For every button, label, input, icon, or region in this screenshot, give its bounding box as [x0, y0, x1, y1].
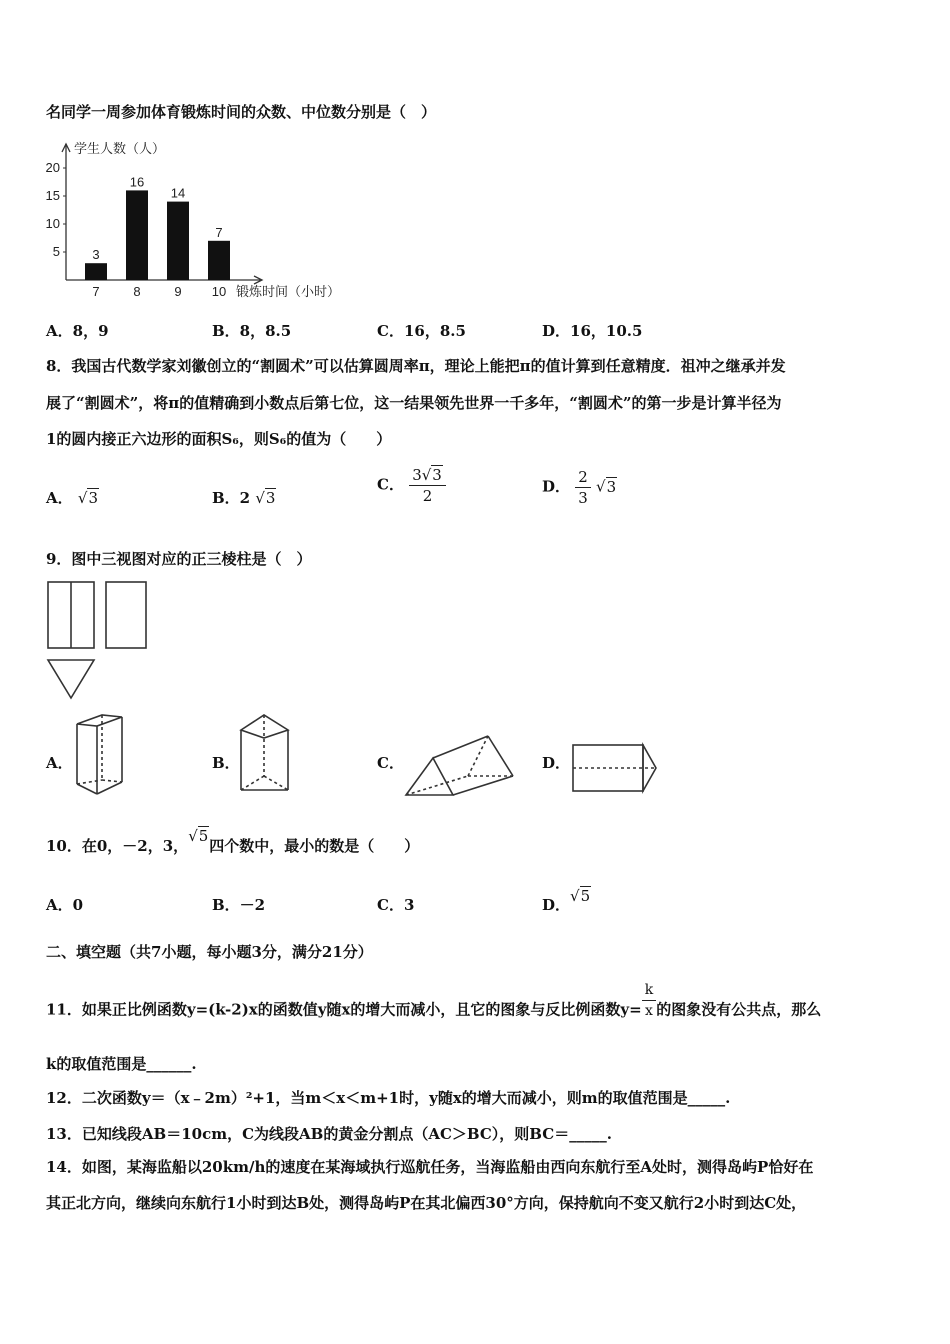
bar-10	[208, 241, 230, 280]
q8-line-1: 8．我国古代数学家刘徽创立的“割圆术”可以估算圆周率π，理论上能把π的值计算到任意精度．祖冲之继承并发	[46, 357, 786, 375]
x-tick-label-9: 9	[174, 284, 182, 299]
x-tick-label-8: 8	[133, 284, 141, 299]
q10-stem-sqrt: √5	[188, 827, 209, 845]
x-axis-label: 锻炼时间（小时）	[236, 284, 341, 299]
q9-three-view-drawing	[44, 578, 154, 704]
q7-stem: 名同学一周参加体育锻炼时间的众数、中位数分别是（ ）	[46, 103, 437, 121]
q8-option-a[interactable]: A． √3	[46, 489, 98, 507]
bar-8	[126, 190, 148, 280]
q9-option-d[interactable]: D．	[542, 754, 571, 772]
q13-text: 13．已知线段AB＝10cm，C为线段AB的黄金分割点（AC＞BC），则BC＝_____.	[46, 1125, 612, 1143]
q11-line-1: 11．如果正比例函数y=(k-2)x的函数值y随x的增大而减小，且它的图象与反比例函数y= $\frac{k}{x}$ 的图象没有公共点，那么	[46, 982, 822, 1019]
data-label-7: 3	[92, 247, 100, 263]
data-label-8: 16	[129, 174, 145, 190]
q7-option-c[interactable]: C．16，8.5	[377, 322, 466, 340]
bar-7	[85, 263, 107, 280]
q8-option-c-fraction: $\frac{3√3}{2}$	[409, 465, 446, 506]
q10-option-d[interactable]: D．√5	[542, 887, 591, 914]
q9-option-b[interactable]: B．	[212, 754, 240, 772]
q9-option-a[interactable]: A．	[46, 754, 73, 772]
q9-option-c[interactable]: C．	[377, 754, 404, 772]
x-tick-label-7: 7	[92, 284, 100, 299]
y-tick-label: 10	[45, 216, 60, 231]
q9-option-c-prism	[403, 733, 518, 797]
q10-option-d-sqrt: √5	[570, 887, 591, 905]
q11-fraction: $\frac{k}{x}$	[642, 980, 656, 1021]
data-label-9: 14	[170, 185, 186, 201]
q7-option-d[interactable]: D．16，10.5	[542, 322, 643, 340]
q7-option-a[interactable]: A．8，9	[46, 322, 109, 340]
q10-option-b[interactable]: B．－2	[212, 896, 266, 914]
q8-option-d[interactable]: D． $\frac{2}{3}$ √3	[542, 468, 617, 507]
q8-option-d-fraction: $\frac{2}{3}$	[575, 467, 591, 508]
bar-9	[167, 202, 189, 280]
y-tick-label: 15	[45, 188, 60, 203]
q10-stem: 10．在0，－2，3，√5四个数中，最小的数是（ ）	[46, 827, 420, 855]
q9-stem: 9．图中三视图对应的正三棱柱是（ ）	[46, 550, 312, 568]
q7-option-b[interactable]: B．8，8.5	[212, 322, 292, 340]
q14-line-1: 14．如图，某海监船以20km/h的速度在某海域执行巡航任务，当海监船由西向东航行至A处时，测得岛屿P恰好在	[46, 1158, 814, 1176]
y-tick-label: 20	[45, 160, 60, 175]
q8-line-2: 展了“割圆术”，将π的值精确到小数点后第七位，这一结果领先世界一千多年，“割圆术”的第一步是计算半径为	[46, 394, 782, 412]
section-2-heading: 二、填空题（共7小题，每小题3分，满分21分）	[46, 943, 373, 961]
q8-option-b-math: √3	[255, 489, 276, 507]
q8-option-a-math: √3	[77, 489, 98, 507]
y-axis-label: 学生人数（人）	[74, 141, 166, 156]
q8-option-b[interactable]: B．2 √3	[212, 489, 276, 507]
q11-line-2: k的取值范围是______.	[46, 1055, 197, 1073]
q14-line-2: 其正北方向，继续向东航行1小时到达B处，测得岛屿P在其北偏西30°方向，保持航向不变又航行2小时到达C处，	[46, 1194, 807, 1212]
data-label-10: 7	[215, 224, 223, 240]
q9-option-b-prism	[238, 712, 298, 800]
q10-option-a[interactable]: A．0	[46, 896, 84, 914]
q9-option-a-prism	[72, 712, 132, 800]
q9-option-d-prism	[570, 742, 660, 794]
bar-chart	[40, 138, 370, 308]
q8-line-3: 1的圆内接正六边形的面积S₆，则S₆的值为（ ）	[46, 430, 392, 448]
x-tick-label-10: 10	[211, 284, 227, 299]
y-tick-label: 5	[52, 244, 60, 259]
q10-option-c[interactable]: C．3	[377, 896, 415, 914]
q8-option-c[interactable]: C． $\frac{3√3}{2}$	[377, 465, 446, 506]
q12-text: 12．二次函数y＝（x﹣2m）²+1，当m＜x＜m+1时，y随x的增大而减小，则m的取值范围是_____.	[46, 1089, 731, 1107]
q8-option-d-sqrt: √3	[596, 477, 617, 496]
